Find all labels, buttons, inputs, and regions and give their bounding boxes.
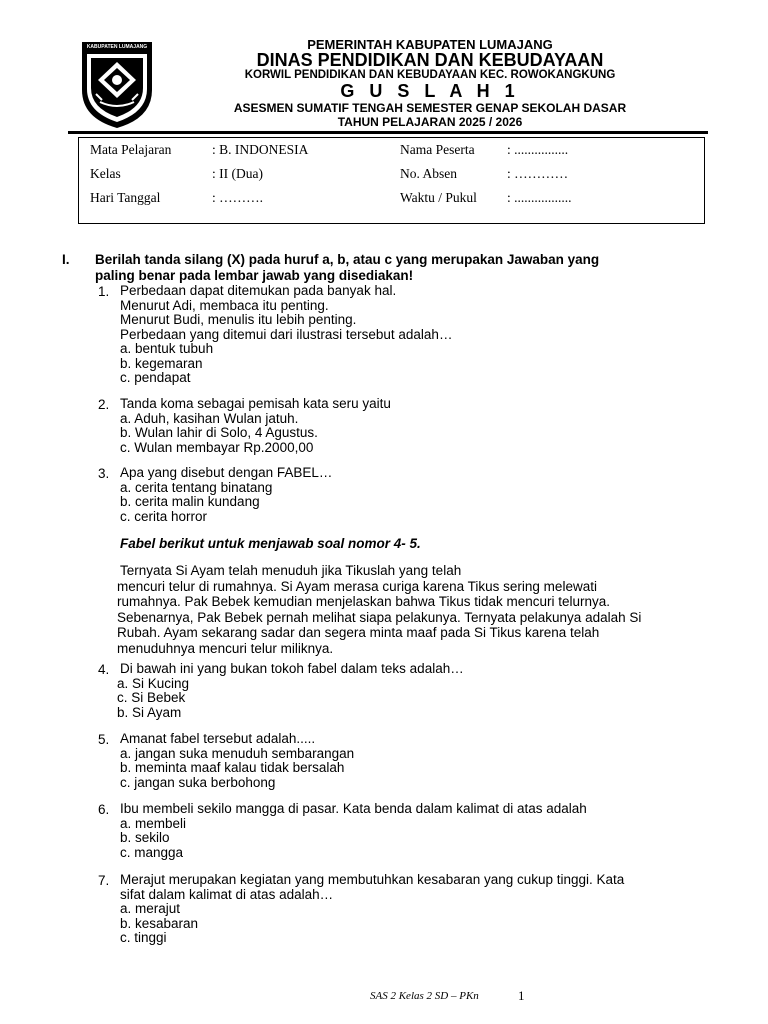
question-text: Perbedaan yang ditemui dari ilustrasi tersebut adalah… (120, 326, 453, 342)
answer-option: a. cerita tentang binatang (120, 479, 273, 495)
section-number: I. (62, 252, 70, 267)
answer-option: c. mangga (120, 844, 184, 860)
question-text: Merajut merupakan kegiatan yang membutuhkan kesabaran yang cukup tinggi. Kata (120, 872, 625, 887)
fable-line: rumahnya. Pak Bebek kemudian menjelaskan bahwa Tikus tidak mencuri telurnya. (117, 594, 611, 609)
answer-option: c. pendapat (120, 370, 191, 385)
time-label: Waktu / Pukul (400, 190, 477, 205)
section-instruction (95, 252, 599, 284)
fable-line: Sebenarnya, Pak Bebek pernah melihat siapa pelakunya. Ternyata pelakunya adalah Si (117, 609, 642, 625)
question-6-number: 6. (98, 802, 110, 817)
header-line-government: PEMERINTAH KABUPATEN LUMAJANG (307, 37, 553, 52)
header-line-year: TAHUN PELAJARAN 2025 / 2026 (337, 115, 523, 129)
question-3-number: 3. (98, 466, 110, 481)
date-value: : ………. (212, 190, 264, 205)
question-3 (120, 466, 332, 524)
answer-option: b. cerita malin kundang (120, 494, 260, 509)
date-label: Hari Tanggal (90, 190, 161, 205)
subject-label: Mata Pelajaran (90, 142, 172, 157)
name-value: : ................ (507, 142, 569, 157)
regency-logo (78, 38, 156, 130)
question-text: Perbedaan dapat ditemukan pada banyak hal. (120, 283, 397, 298)
question-text: Ibu membeli sekilo mangga di pasar. Kata benda dalam kalimat di atas adalah (120, 801, 587, 816)
fable-line: menuduhnya mencuri telur miliknya. (117, 640, 334, 656)
question-text: Apa yang disebut dengan FABEL… (120, 465, 333, 480)
absen-value: : ………… (507, 166, 569, 181)
answer-option: b. meminta maaf kalau tidak bersalah (120, 760, 345, 775)
header-line-guslah: G U S L A H 1 (340, 81, 520, 101)
answer-option: a. Si Kucing (117, 675, 190, 691)
header-line-assessment: ASESMEN SUMATIF TENGAH SEMESTER GENAP SEKOLAH DASAR (233, 101, 627, 115)
question-2-number: 2. (98, 397, 110, 412)
subject-value: : B. INDONESIA (212, 142, 309, 157)
answer-option: a. merajut (120, 901, 181, 916)
question-1 (120, 284, 452, 386)
answer-option: c. jangan suka berbohong (120, 774, 276, 790)
answer-option: a. bentuk tubuh (120, 341, 214, 356)
fable-text (117, 563, 641, 656)
question-text: Menurut Adi, membaca itu penting. (120, 297, 329, 313)
time-value: : ................. (507, 190, 572, 205)
class-value: : II (Dua) (212, 166, 263, 181)
header-line-korwil: KORWIL PENDIDIKAN DAN KEBUDAYAAN KEC. ROWOKANGKUNG (244, 69, 616, 81)
class-label: Kelas (90, 166, 121, 181)
question-4 (117, 661, 464, 720)
answer-option: a. Aduh, kasihan Wulan jatuh. (120, 410, 299, 426)
page-number: 1 (518, 988, 525, 1003)
question-5 (120, 732, 354, 790)
header-line-office: DINAS PENDIDIKAN DAN KEBUDAYAAN (256, 50, 604, 70)
fable-heading: Fabel berikut untuk menjawab soal nomor 4- 5. (120, 536, 421, 551)
name-label: Nama Peserta (400, 142, 475, 157)
answer-option: a. membeli (120, 815, 187, 831)
instruction-line: Berilah tanda silang (X) pada huruf a, b, atau c yang merupakan Jawaban yang (95, 252, 600, 267)
fable-line: mencuri telur di rumahnya. Si Ayam merasa curiga karena Tikus sering melewati (117, 578, 597, 594)
instruction-line: paling benar pada lembar jawab yang disediakan! (95, 268, 414, 283)
answer-option: b. Si Ayam (117, 704, 182, 720)
absen-label: No. Absen (400, 166, 457, 181)
answer-option: b. kegemaran (120, 355, 203, 371)
question-text: Tanda koma sebagai pemisah kata seru yaitu (120, 396, 391, 411)
answer-option: b. kesabaran (120, 915, 199, 931)
answer-option: b. sekilo (120, 830, 170, 845)
question-6 (120, 802, 587, 860)
logo-text: KABUPATEN LUMAJANG (86, 44, 148, 50)
answer-option: c. cerita horror (120, 508, 208, 524)
question-text: Amanat fabel tersebut adalah..... (120, 731, 316, 746)
question-1-number: 1. (98, 284, 110, 299)
answer-option: c. Si Bebek (117, 690, 186, 705)
student-info-box (78, 137, 705, 224)
question-text: sifat dalam kalimat di atas adalah… (120, 886, 334, 902)
footer-text: SAS 2 Kelas 2 SD – PKn (370, 990, 479, 1002)
header-divider (68, 131, 708, 134)
question-7-number: 7. (98, 873, 110, 888)
answer-option: c. Wulan membayar Rp.2000,00 (120, 439, 314, 455)
answer-option: c. tinggi (120, 930, 167, 945)
answer-option: a. jangan suka menuduh sembarangan (120, 745, 355, 761)
question-text: Menurut Budi, menulis itu lebih penting. (120, 312, 357, 327)
fable-line: Ternyata Si Ayam telah menuduh jika Tikuslah yang telah (120, 563, 462, 578)
answer-option: b. Wulan lahir di Solo, 4 Agustus. (120, 425, 318, 440)
question-5-number: 5. (98, 732, 110, 747)
question-text: Di bawah ini yang bukan tokoh fabel dalam teks adalah… (120, 661, 464, 676)
question-7 (120, 873, 624, 946)
fable-line: Rubah. Ayam sekarang sadar dan segera minta maaf pada Si Tikus karena telah (117, 625, 600, 640)
question-4-number: 4. (98, 662, 110, 677)
question-2 (120, 397, 391, 455)
